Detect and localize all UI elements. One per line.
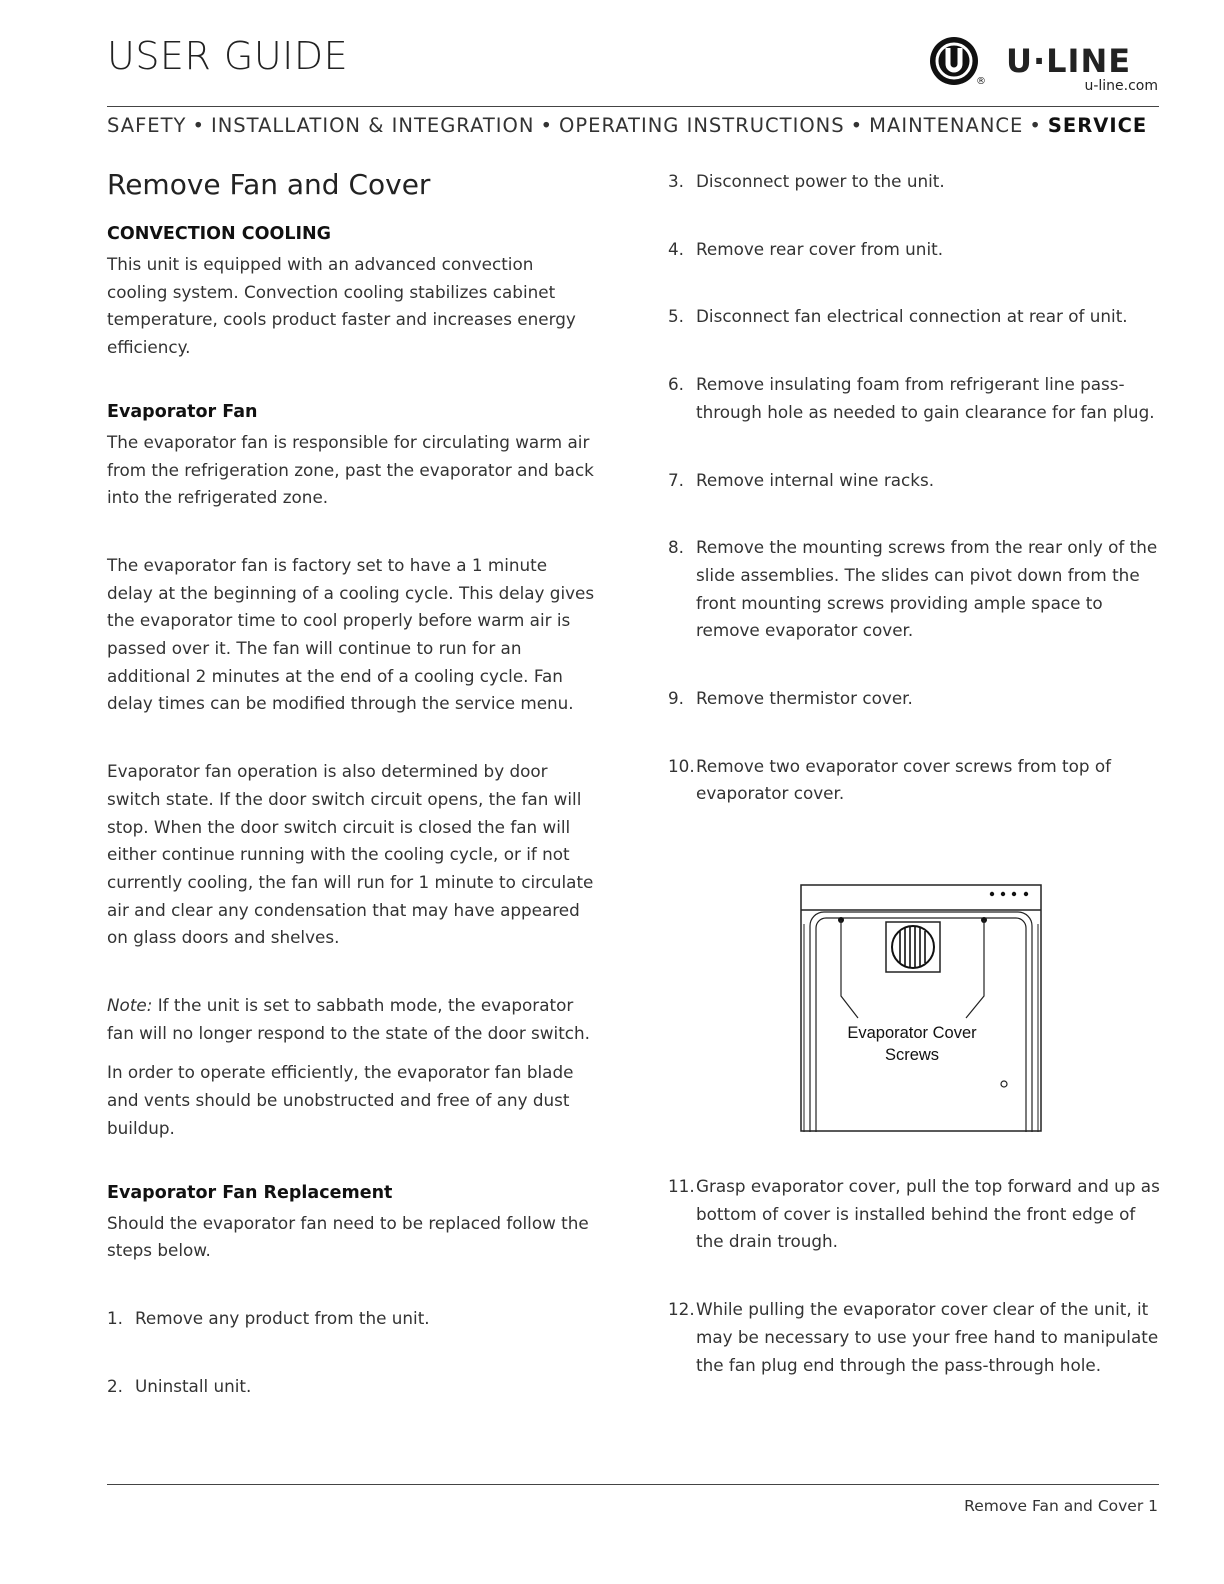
- figure-label-line2: Screws: [884, 1046, 940, 1064]
- nav-item-service[interactable]: SERVICE: [1047, 114, 1148, 137]
- brand-logo: [928, 34, 1160, 96]
- step-item: 7. Remove internal wine racks.: [668, 469, 935, 490]
- step-item: 3. Disconnect power to the unit.: [668, 171, 945, 191]
- nav-item-installation[interactable]: INSTALLATION & INTEGRATION: [210, 114, 535, 137]
- evaporator-cover-diagram: [800, 884, 1044, 1132]
- step-item: 4. Remove rear cover from unit.: [668, 238, 944, 259]
- replacement-intro: Should the evaporator fan need to be replaced follow the steps below.: [107, 1212, 589, 1261]
- right-column: [668, 168, 1160, 808]
- step-item: 1. Remove any product from the unit.: [107, 1307, 430, 1328]
- header-divider: [107, 106, 1159, 107]
- step-item: 2. Uninstall unit.: [107, 1375, 252, 1396]
- brand-name: U·LINE: [1006, 42, 1132, 80]
- steps-list-left: [107, 1305, 597, 1400]
- steps-list-right-b: [668, 1173, 1160, 1379]
- step-item: 10. Remove two evaporator cover screws from top of evaporator cover.: [668, 755, 1112, 804]
- note-text: If the unit is set to sabbath mode, the evaporator fan will no longer respond to the state of the door switch.: [107, 995, 590, 1043]
- page-title: Remove Fan and Cover: [107, 168, 431, 201]
- steps-list-right-a: [668, 168, 1160, 808]
- fan-paragraph-2: The evaporator fan is factory set to have a 1 minute delay at the beginning of a cooling cycle. This delay gives the evaporator time to cool properly before warm air is passed over it. The fan will continue to run for an additional 2 minutes at the end of a cooling cycle. Fan delay times can be modified through the service menu.: [107, 554, 595, 714]
- step-item: 11. Grasp evaporator cover, pull the top forward and up as bottom of cover is installed behind the front edge of the drain trough.: [668, 1176, 1160, 1252]
- fan-paragraph-1: The evaporator fan is responsible for circulating warm air from the refrigeration zone, past the evaporator and back into the refrigerated zone.: [107, 431, 594, 508]
- replacement-heading: Evaporator Fan Replacement: [107, 1182, 393, 1203]
- control-dot: [990, 892, 994, 896]
- u-line-logo-icon: [928, 34, 980, 88]
- step-item: 9. Remove thermistor cover.: [668, 688, 913, 709]
- fan-paragraph-4: In order to operate efficiently, the evaporator fan blade and vents should be unobstructed and free of any dust buildup.: [107, 1062, 574, 1138]
- convection-text: This unit is equipped with an advanced convection cooling system. Convection cooling stabilizes cabinet temperature, cools product faster and increases energy efficiency.: [107, 254, 576, 358]
- figure-label-line1: Evaporator Cover: [847, 1024, 977, 1042]
- step-item: 12. While pulling the evaporator cover clear of the unit, it may be necessary to use your free hand to manipulate the fan plug end through the pass-through hole.: [668, 1299, 1159, 1375]
- left-column: [107, 168, 597, 1400]
- control-dot: [1024, 892, 1028, 896]
- note-label: Note:: [107, 995, 153, 1016]
- control-dot: [1001, 892, 1005, 896]
- footer-divider: [107, 1484, 1159, 1485]
- step-item: 8. Remove the mounting screws from the rear only of the slide assemblies. The slides can pivot down from the front mounting screws providing ample space to remove evaporator cover.: [668, 537, 1158, 641]
- evaporator-diagram-svg: [800, 884, 1044, 1132]
- fan-grille-icon: [892, 926, 934, 968]
- section-nav: SAFETY • INSTALLATION & INTEGRATION • OPERATING INSTRUCTIONS • MAINTENANCE • SERVICE: [107, 114, 1148, 137]
- document-title: USER GUIDE: [107, 34, 349, 78]
- nav-item-safety[interactable]: SAFETY: [107, 114, 187, 137]
- registered-mark: ®: [976, 76, 986, 87]
- convection-heading: CONVECTION COOLING: [107, 224, 332, 244]
- step-item: 6. Remove insulating foam from refrigerant line pass-through hole as needed to gain clearance for fan plug.: [668, 374, 1155, 422]
- footer-page-label: Remove Fan and Cover 1: [964, 1497, 1158, 1515]
- right-column-lower: [668, 1173, 1160, 1379]
- nav-item-maintenance[interactable]: MAINTENANCE: [869, 114, 1024, 137]
- nav-item-operating[interactable]: OPERATING INSTRUCTIONS: [559, 114, 845, 137]
- note-paragraph: [107, 992, 597, 1047]
- control-dot: [1012, 892, 1016, 896]
- step-item: 5. Disconnect fan electrical connection at rear of unit.: [668, 306, 1128, 327]
- fan-heading: Evaporator Fan: [107, 401, 258, 422]
- fan-paragraph-3: Evaporator fan operation is also determined by door switch state. If the door switch circuit opens, the fan will stop. When the door switch circuit is closed the fan will either continue running with the cooling cycle, or if not currently cooling, the fan will run for 1 minute to circulate air and clear any condensation that may have appeared on glass doors and shelves.: [107, 761, 594, 948]
- brand-url[interactable]: u-line.com: [1084, 78, 1158, 94]
